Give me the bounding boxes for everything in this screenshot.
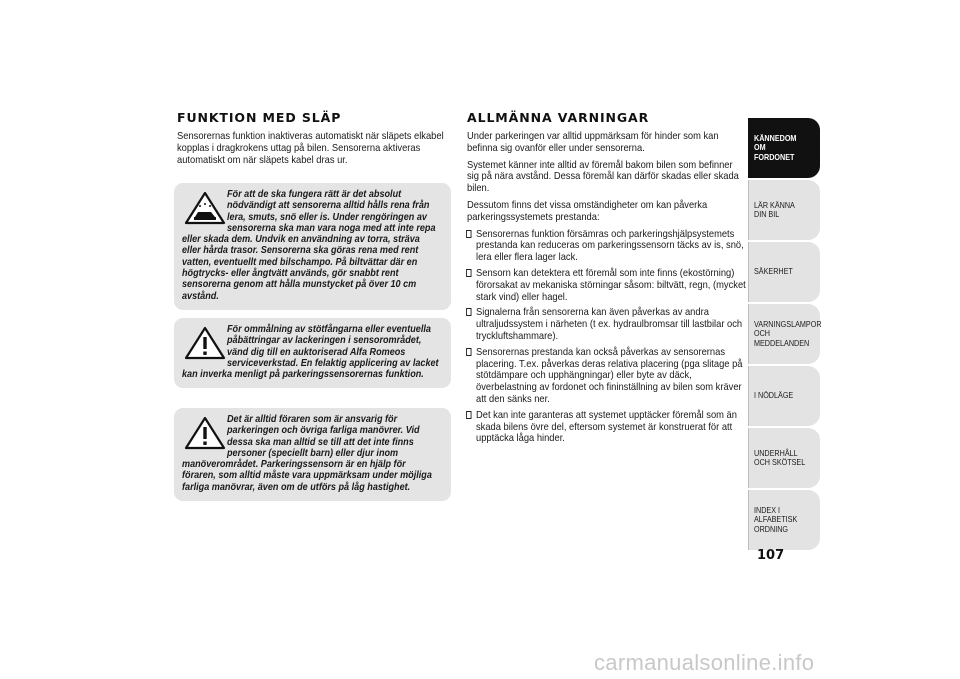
section-heading-general-warnings: ALLMÄNNA VARNINGAR bbox=[467, 110, 650, 125]
warning-box-cleaning bbox=[174, 183, 451, 310]
warning-box-responsibility bbox=[174, 408, 451, 501]
tab-lar-kanna-din-bil[interactable]: LÄR KÄNNA DIN BIL bbox=[748, 180, 820, 240]
bullet-list bbox=[467, 228, 746, 446]
tab-index[interactable]: INDEX I ALFABETISK ORDNING bbox=[748, 490, 820, 550]
watermark: carmanualsonline.info bbox=[594, 650, 815, 675]
list-item: Signalerna från sensorerna kan även påverkas av andra ultraljudssystem i närheten (t ex. hydraulbromsar till lastbilar och tryckluftshammare). bbox=[467, 307, 751, 342]
list-item: Det kan inte garanteras att systemet upptäcker föremål som än skada bilens övre del, eftersom systemet är konstruerat för att upptäcka låga hinder. bbox=[467, 410, 751, 445]
tab-kannedom-om-fordonet[interactable]: KÄNNEDOM OM FORDONET bbox=[748, 118, 820, 178]
warning-text-cleaning: För att de ska fungera rätt är det absolut nödvändigt att sensorerna alltid hålls rena från lera, smuts, snö eller is. Under rengöringen av sensorerna ska man vara noga med att inte repa eller skada dem. Undvik en användning av torra, sträva eller hårda trasor. Sensorerna ska göras rena med rent vatten, eventuellt med bilschampo. På biltvättar där en högtrycks- eller ångtvätt används, gör snabbt rent sensorerna genom att hålla munstycket på över 10 cm avstånd. bbox=[182, 189, 436, 302]
list-item: Sensorn kan detektera ett föremål som inte finns (ekostörning) förorsakat av mekaniska störningar såsom: biltvätt, regn, (mycket stark vind) eller hagel. bbox=[467, 268, 751, 303]
tab-sakerhet[interactable]: SÄKERHET bbox=[748, 242, 820, 302]
checkbox-bullet-icon bbox=[466, 230, 471, 238]
warning-box-paint bbox=[174, 318, 451, 388]
page-number: 107 bbox=[757, 548, 785, 563]
paragraph: Under parkeringen var alltid uppmärksam för hinder som kan befinna sig ovanför eller under sensorerna. bbox=[467, 131, 719, 154]
tab-underhall-och-skotsel[interactable]: UNDERHÅLL OCH SKÖTSEL bbox=[748, 428, 820, 488]
checkbox-bullet-icon bbox=[466, 269, 471, 277]
checkbox-bullet-icon bbox=[466, 411, 471, 419]
right-column bbox=[467, 110, 746, 449]
warning-text-paint: För ommålning av stötfångarna eller eventuella påbättringar av lackeringen i sensorområdet, vänd dig till en auktoriserad Alfa Romeos serviceverkstad. En felaktig applicering av lacket kan inverka menligt på parkeringssensorernas funktion. bbox=[182, 324, 439, 381]
trailer-intro: Sensorernas funktion inaktiveras automatiskt när släpets elkabel kopplas i dragkrokens uttag på bilen. Sensorerna aktiveras automatiskt om när släpets kabel dras ur. bbox=[177, 131, 444, 166]
paragraph: Systemet känner inte alltid av föremål bakom bilen som befinner sig på nära avstånd. Dessa föremål kan därför skadas eller skada bilen. bbox=[467, 159, 739, 195]
tab-i-nodlage[interactable]: I NÖDLÄGE bbox=[748, 366, 820, 426]
list-item: Sensorernas prestanda kan också påverkas av sensorernas placering. T.ex. påverkas deras relativa placering (pga slitage på stötdämpare och upphängningar) eller byte av däck, överbelastning av fordonet och fininställning av bilen som kräver att den sänks ner. bbox=[467, 347, 751, 406]
warning-text-responsibility: Det är alltid föraren som är ansvarig för parkeringen och övriga farliga manövrer. Vid dessa ska man alltid se till att det inte finns personer (speciellt barn) eller djur inom manöverområdet. Parkeringssensorn är en hjälp för föraren, som alltid måste vara uppmärksam under möjliga farliga manövrar, även om de utförs på låg hastighet. bbox=[182, 414, 432, 493]
left-column bbox=[177, 110, 452, 171]
checkbox-bullet-icon bbox=[466, 308, 471, 316]
chapter-tabs bbox=[748, 118, 820, 552]
section-heading-trailer: FUNKTION MED SLÄP bbox=[177, 110, 342, 125]
list-item: Sensorernas funktion försämras och parkeringshjälpsystemets prestanda kan reduceras om parkeringssensorn täcks av is, snö, lera eller flera lager lack. bbox=[467, 229, 751, 264]
checkbox-bullet-icon bbox=[466, 348, 471, 356]
paragraph: Dessutom finns det vissa omständigheter om kan påverka parkeringssystemets prestanda: bbox=[467, 199, 708, 223]
tab-varningslampor[interactable]: VARNINGSLAMPOR OCH MEDDELANDEN bbox=[748, 304, 820, 364]
